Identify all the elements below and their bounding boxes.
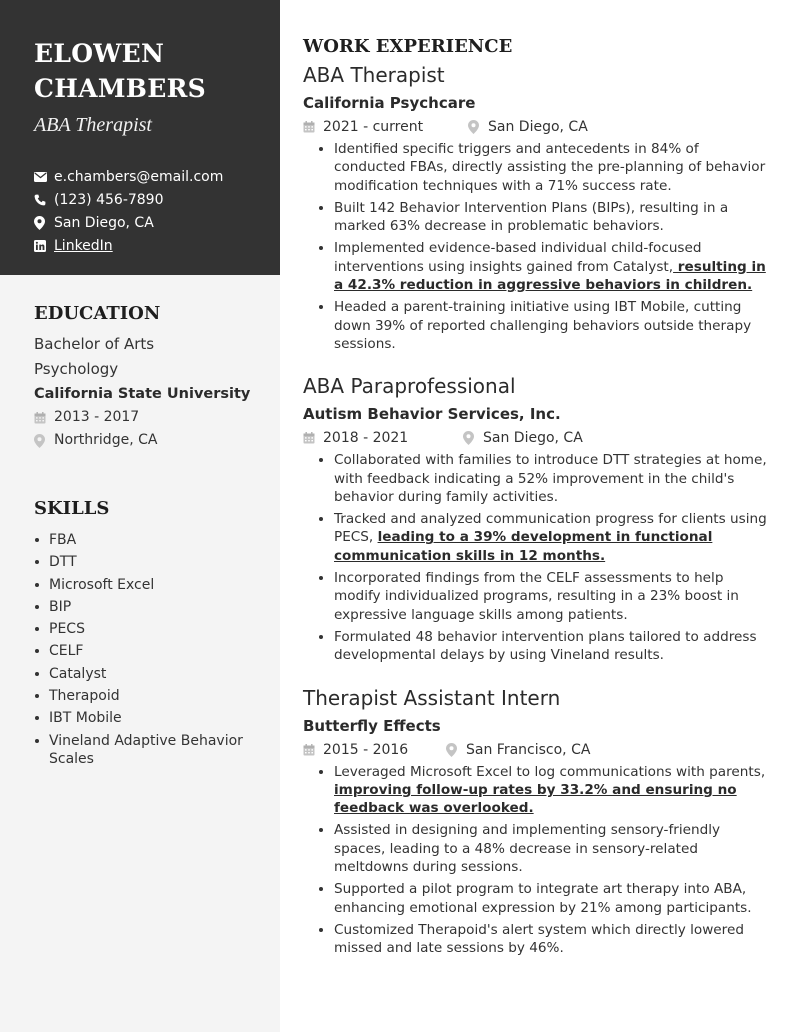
job-dates-group (303, 742, 446, 758)
map-pin-icon (463, 431, 483, 445)
achievement-item (334, 628, 770, 665)
job-list (303, 63, 770, 958)
education-entry (34, 332, 260, 452)
job-role: ABA Paraprofessional (303, 374, 516, 399)
sidebar-header (0, 0, 280, 275)
job-entry (303, 374, 770, 664)
phone-icon (34, 194, 54, 206)
job-role: ABA Therapist (303, 63, 445, 87)
skill-item: DTT (34, 553, 260, 571)
skills-heading: SKILLS (34, 498, 110, 519)
contact-location (34, 211, 260, 234)
achievement-text: Customized Therapoid's alert system which directly lowered missed and late sessions by 46%. (334, 921, 744, 957)
calendar-icon (303, 744, 323, 756)
achievement-text: Incorporated findings from the CELF assessments to help modify individualized programs, resulting in a 23% boost in expressive language skills among patients. (334, 570, 739, 623)
degree: Bachelor of Arts (34, 335, 155, 353)
achievement-highlight: improving follow-up rates by 33.2% and ensuring no feedback was overlooked. (334, 781, 737, 817)
education-dates (34, 406, 260, 429)
school-name: California State University (34, 386, 251, 402)
job-location-group (463, 430, 583, 446)
job-location: San Francisco, CA (466, 741, 591, 758)
achievement-item (334, 569, 770, 624)
achievement-list (303, 140, 770, 353)
job-location: San Diego, CA (488, 119, 588, 135)
job-location: San Diego, CA (483, 430, 583, 447)
field-of-study: Psychology (34, 360, 119, 378)
job-entry (303, 63, 770, 353)
achievement-highlight: leading to a 39% development in functional communication skills in 12 months. (334, 529, 713, 564)
achievement-text: Implemented evidence-based individual child-focused interventions using insights gained from Catalyst, (334, 240, 702, 275)
contact-email[interactable] (34, 165, 260, 188)
achievement-item (334, 239, 770, 294)
map-pin-icon (446, 743, 466, 757)
education-location-text: Northridge, CA (54, 432, 158, 448)
skill-item: BIP (34, 598, 260, 616)
skill-item: IBT Mobile (34, 709, 260, 727)
achievement-text: Assisted in designing and implementing sensory-friendly spaces, leading to a 48% decrease in sensory-related meltdowns during sessions. (334, 822, 721, 876)
achievement-text: Identified specific triggers and antecedents in 84% of conducted FBAs, directly assisting the pre-planning of behavior modification techniques with a 71% success rate. (334, 141, 766, 194)
main-content (280, 0, 800, 1032)
job-dates: 2018 - 2021 (323, 430, 409, 447)
achievement-item (334, 763, 770, 818)
achievement-item (334, 921, 770, 958)
job-dates: 2015 - 2016 (323, 741, 409, 758)
achievement-text: Built 142 Behavior Intervention Plans (BIPs), resulting in a marked 63% decrease in problematic behaviors. (334, 199, 729, 235)
location-text: San Diego, CA (54, 214, 154, 231)
achievement-text: Supported a pilot program to integrate art therapy into ABA, enhancing emotional expression by 21% among participants. (334, 881, 752, 916)
skills-list (34, 531, 260, 768)
calendar-icon (34, 412, 54, 424)
achievement-text: Headed a parent-training initiative using IBT Mobile, cutting down 39% of reported challenging behaviors outside therapy sessions. (334, 299, 752, 352)
calendar-icon (303, 121, 323, 133)
job-meta (303, 428, 770, 448)
achievement-list (303, 763, 770, 958)
contact-list (34, 165, 260, 257)
skills-section (0, 498, 280, 768)
job-entry (303, 686, 770, 958)
job-dates-group (303, 430, 463, 446)
achievement-text: Tracked and analyzed communication progress for clients using PECS, (334, 511, 767, 546)
sidebar (0, 0, 280, 1032)
job-dates-group (303, 119, 468, 135)
candidate-first-name: ELOWEN (34, 39, 165, 68)
candidate-last-name: CHAMBERS (34, 74, 207, 103)
envelope-icon (34, 172, 54, 182)
skill-item: CELF (34, 642, 260, 660)
email-text: e.chambers@email.com (54, 168, 224, 185)
education-dates-text: 2013 - 2017 (54, 409, 140, 425)
achievement-highlight: resulting in a 42.3% reduction in aggressive behaviors in children. (334, 258, 766, 294)
linkedin-link[interactable]: LinkedIn (54, 237, 113, 254)
achievement-item (334, 821, 770, 876)
job-location-group (446, 742, 590, 758)
skill-item: Therapoid (34, 687, 260, 705)
achievement-text: Leveraged Microsoft Excel to log communications with parents, (334, 763, 766, 780)
company-name: Butterfly Effects (303, 716, 441, 735)
calendar-icon (303, 432, 323, 444)
work-experience-heading: WORK EXPERIENCE (303, 36, 513, 57)
contact-linkedin[interactable] (34, 234, 260, 257)
achievement-list (303, 451, 770, 664)
skill-item: FBA (34, 531, 260, 549)
skill-item: PECS (34, 620, 260, 638)
job-dates: 2021 - current (323, 119, 424, 135)
achievement-item (334, 451, 770, 506)
map-pin-icon (468, 120, 488, 134)
contact-phone[interactable] (34, 188, 260, 211)
phone-text: (123) 456-7890 (54, 191, 164, 208)
map-pin-icon (34, 216, 54, 230)
education-section (0, 303, 280, 452)
candidate-title: ABA Therapist (34, 114, 152, 136)
achievement-item (334, 298, 770, 353)
job-meta (303, 117, 770, 137)
map-pin-icon (34, 434, 54, 448)
achievement-item (334, 140, 770, 195)
job-role: Therapist Assistant Intern (303, 685, 561, 710)
achievement-item (334, 199, 770, 236)
education-heading: EDUCATION (34, 303, 161, 324)
job-meta (303, 740, 770, 760)
education-location (34, 429, 260, 452)
achievement-item (334, 510, 770, 565)
skill-item: Catalyst (34, 665, 260, 683)
achievement-text: Collaborated with families to introduce DTT strategies at home, with feedback indicating a 52% improvement in the child's behavior during family activities. (334, 452, 767, 505)
skill-item: Microsoft Excel (34, 576, 260, 594)
linkedin-icon (34, 240, 54, 252)
company-name: Autism Behavior Services, Inc. (303, 405, 561, 424)
job-location-group (468, 119, 588, 135)
achievement-item (334, 880, 770, 917)
achievement-text: Formulated 48 behavior intervention plans tailored to address developmental delays by using Vineland results. (334, 628, 757, 664)
skill-item: Vineland Adaptive Behavior Scales (34, 732, 260, 768)
company-name: California Psychcare (303, 94, 476, 112)
